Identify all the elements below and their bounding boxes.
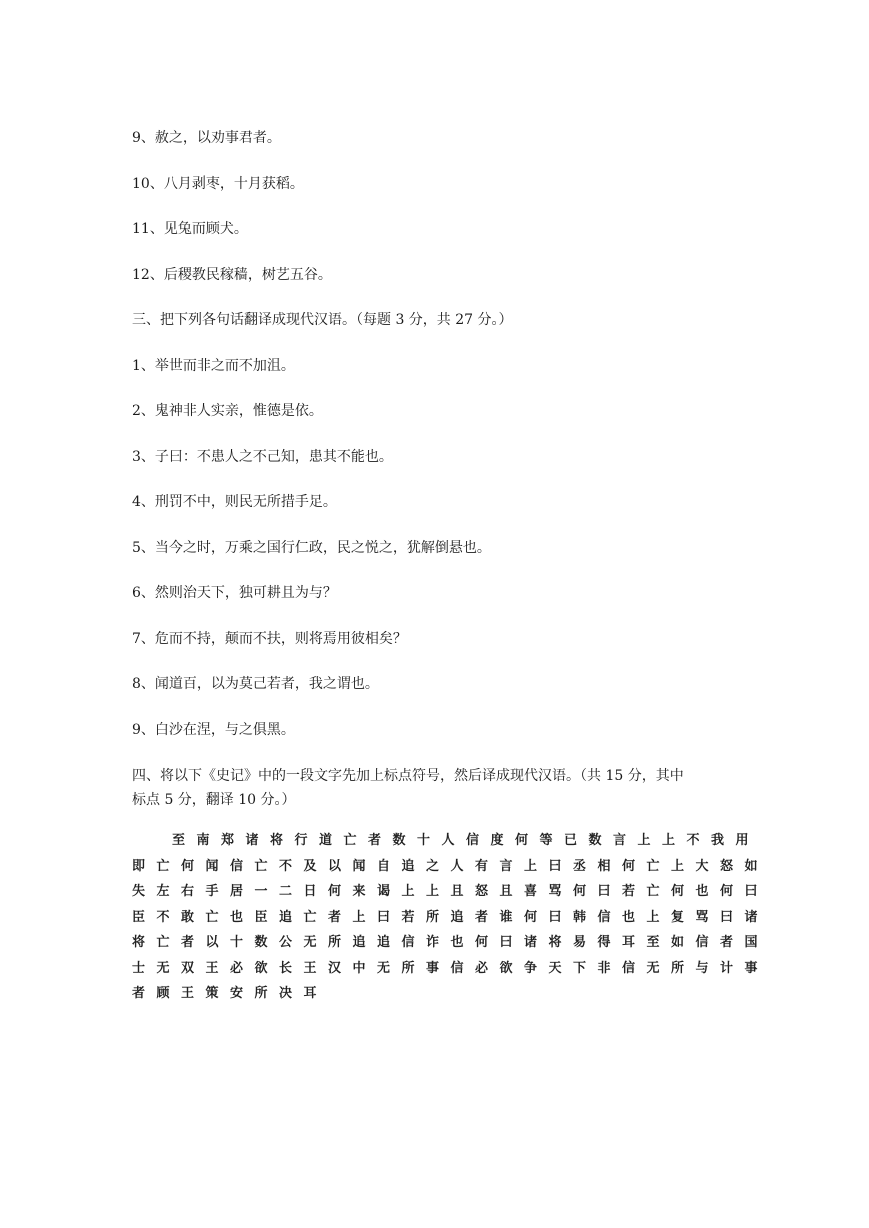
passage-char: 无: [377, 960, 391, 976]
passage-row: [132, 828, 749, 854]
passage-char: 复: [671, 909, 685, 925]
passage-char: 数: [588, 833, 602, 848]
passage-char: 易: [573, 935, 587, 950]
passage-row-text: [132, 859, 769, 874]
passage-char: 曰: [377, 909, 391, 925]
passage-char: 所: [328, 935, 342, 950]
passage-char: 丞: [573, 858, 587, 874]
passage-row-text: [172, 833, 760, 848]
passage-char: 信: [450, 960, 464, 976]
passage-char: 居: [230, 884, 244, 899]
passage-char: 非: [597, 960, 611, 976]
passage-char: 十: [417, 833, 431, 848]
passage-char: 不: [156, 909, 170, 925]
passage-char: 亡: [343, 833, 357, 848]
question-item: 8、闻道百，以为莫己若者，我之谓也。: [132, 676, 379, 692]
passage-char: 下: [573, 960, 587, 976]
passage-char: 来: [352, 884, 366, 899]
passage-char: 必: [475, 960, 489, 976]
passage-char: 以: [328, 858, 342, 874]
passage-char: 所: [254, 986, 268, 1001]
passage-char: 与: [695, 960, 709, 976]
passage-char: 信: [695, 935, 709, 950]
passage-char: 曰: [548, 858, 562, 874]
question-item: 6、然则治天下，独可耕且为与？: [132, 585, 337, 601]
passage-char: 顾: [156, 986, 170, 1001]
question-item: 9、赦之，以劝事君者。: [132, 130, 281, 146]
passage-char: 度: [490, 833, 504, 848]
passage-char: 也: [230, 909, 244, 925]
passage-char: 欲: [254, 960, 268, 976]
passage-char: 信: [622, 960, 636, 976]
passage-char: 中: [352, 960, 366, 976]
passage-char: 右: [181, 884, 195, 899]
passage-char: 者: [132, 986, 146, 1001]
passage-char: 自: [377, 858, 391, 874]
passage-char: 长: [279, 960, 293, 976]
passage-char: 及: [303, 858, 317, 874]
passage-row-text: [132, 884, 769, 899]
passage-row: [132, 905, 758, 931]
passage-char: 上: [662, 833, 676, 848]
passage-char: 信: [597, 909, 611, 925]
passage-char: 者: [720, 935, 734, 950]
passage-char: 士: [132, 960, 146, 976]
passage-char: 不: [279, 858, 293, 874]
passage-char: 骂: [695, 909, 709, 925]
passage-char: 上: [524, 858, 538, 874]
passage-char: 也: [695, 884, 709, 899]
question-item: 1、举世而非之而不加沮。: [132, 358, 295, 374]
passage-char: 臣: [254, 909, 268, 925]
section-heading: 四、将以下《史记》中的一段文字先加上标点符号，然后译成现代汉语。（共 15 分，其中: [132, 768, 684, 784]
passage-char: 者: [475, 909, 489, 925]
passage-char: 信: [230, 858, 244, 874]
passage-char: 言: [499, 858, 513, 874]
question-item: 9、白沙在涅，与之俱黑。: [132, 722, 295, 738]
passage-char: 数: [392, 833, 406, 848]
passage-char: 计: [720, 960, 734, 976]
passage-char: 安: [230, 986, 244, 1001]
passage-row: [132, 879, 758, 905]
passage-char: 如: [671, 935, 685, 950]
passage-char: 行: [294, 833, 308, 848]
passage-char: 决: [279, 986, 293, 1001]
passage-char: 何: [515, 833, 529, 848]
passage-char: 诈: [426, 935, 440, 950]
passage-char: 二: [279, 884, 293, 899]
passage-char: 失: [132, 884, 146, 899]
passage-char: 亡: [156, 935, 170, 950]
passage-char: 追: [352, 935, 366, 950]
passage-char: 信: [401, 935, 415, 950]
passage-char: 亡: [205, 909, 219, 925]
passage-char: 大: [695, 858, 709, 874]
passage-char: 欲: [499, 960, 513, 976]
passage-char: 何: [524, 909, 538, 925]
passage-row: [132, 854, 758, 880]
passage-char: 上: [637, 833, 651, 848]
passage-char: 喜: [524, 884, 538, 899]
passage-char: 者: [368, 833, 382, 848]
passage-char: 亡: [254, 858, 268, 874]
passage-char: 所: [401, 960, 415, 976]
passage-char: 无: [303, 935, 317, 950]
passage-char: 争: [524, 960, 538, 976]
passage-char: 之: [426, 858, 440, 874]
question-item: 4、刑罚不中，则民无所措手足。: [132, 494, 337, 510]
question-item: 10、八月剥枣，十月获稻。: [132, 176, 304, 192]
passage-char: 诸: [524, 935, 538, 950]
passage-char: 追: [401, 858, 415, 874]
passage-char: 无: [646, 960, 660, 976]
passage-char: 无: [156, 960, 170, 976]
passage-char: 以: [205, 935, 219, 950]
passage-char: 谁: [499, 909, 513, 925]
passage-char: 事: [426, 960, 440, 976]
passage-char: 不: [686, 833, 700, 848]
passage-char: 策: [205, 986, 219, 1001]
passage-char: 上: [426, 884, 440, 899]
passage-char: 也: [622, 909, 636, 925]
passage-char: 王: [303, 960, 317, 976]
passage-char: 何: [475, 935, 489, 950]
passage-row-text: [132, 935, 769, 950]
passage-row: [132, 956, 758, 982]
passage-char: 曰: [597, 884, 611, 899]
passage-char: 上: [671, 858, 685, 874]
passage-char: 追: [450, 909, 464, 925]
passage-char: 人: [441, 833, 455, 848]
passage-char: 双: [181, 960, 195, 976]
passage-char: 至: [172, 833, 186, 848]
passage-char: 相: [597, 858, 611, 874]
passage-char: 耳: [303, 986, 317, 1001]
passage-char: 天: [548, 960, 562, 976]
passage-char: 何: [622, 858, 636, 874]
passage-char: 骂: [548, 884, 562, 899]
passage-char: 我: [711, 833, 725, 848]
passage-char: 将: [548, 935, 562, 950]
passage-char: 何: [671, 884, 685, 899]
question-item: 5、当今之时，万乘之国行仁政，民之悦之，犹解倒悬也。: [132, 540, 491, 556]
passage-row-text: [132, 910, 769, 925]
passage-char: 怒: [475, 884, 489, 899]
passage-char: 谒: [377, 884, 391, 899]
passage-char: 诸: [245, 833, 259, 848]
section-heading: 三、把下列各句话翻译成现代汉语。（每题 3 分，共 27 分。）: [132, 312, 513, 328]
passage-char: 道: [319, 833, 333, 848]
passage-char: 必: [230, 960, 244, 976]
passage-char: 曰: [720, 909, 734, 925]
passage-char: 一: [254, 884, 268, 899]
passage-char: 何: [720, 884, 734, 899]
passage-char: 闻: [352, 858, 366, 874]
passage-char: 亡: [303, 909, 317, 925]
passage-char: 曰: [548, 909, 562, 925]
passage-char: 如: [744, 858, 758, 874]
passage-char: 手: [205, 884, 219, 899]
passage-char: 日: [303, 884, 317, 899]
question-item: 3、子曰：不患人之不己知，患其不能也。: [132, 449, 393, 465]
question-item: 12、后稷教民稼穑，树艺五谷。: [132, 267, 332, 283]
passage-char: 且: [499, 884, 513, 899]
passage-char: 数: [254, 935, 268, 950]
passage-char: 左: [156, 884, 170, 899]
passage-char: 所: [671, 960, 685, 976]
passage-char: 追: [377, 935, 391, 950]
passage-row-text: [132, 961, 769, 976]
passage-char: 郑: [221, 833, 235, 848]
passage-row-text: [132, 986, 328, 1001]
passage-char: 怒: [720, 858, 734, 874]
passage-char: 人: [450, 858, 464, 874]
passage-char: 王: [205, 960, 219, 976]
passage-char: 汉: [328, 960, 342, 976]
passage-char: 得: [597, 935, 611, 950]
passage-row: [132, 981, 652, 1007]
passage-row: [132, 930, 758, 956]
passage-char: 将: [270, 833, 284, 848]
passage-char: 臣: [132, 909, 146, 925]
passage-char: 诸: [744, 909, 758, 925]
passage-char: 信: [466, 833, 480, 848]
passage-char: 事: [744, 960, 758, 976]
passage-char: 有: [475, 858, 489, 874]
passage-char: 曰: [499, 935, 513, 950]
passage-char: 何: [573, 884, 587, 899]
classical-passage: [132, 828, 758, 1007]
passage-char: 且: [450, 884, 464, 899]
passage-char: 曰: [744, 884, 758, 899]
question-item: 7、危而不持，颠而不扶，则将焉用彼相矣？: [132, 631, 407, 647]
passage-char: 上: [401, 884, 415, 899]
passage-char: 韩: [573, 909, 587, 925]
passage-char: 闻: [205, 858, 219, 874]
passage-char: 上: [352, 909, 366, 925]
passage-char: 国: [744, 935, 758, 950]
passage-char: 王: [181, 986, 195, 1001]
passage-char: 者: [181, 935, 195, 950]
passage-char: 若: [401, 909, 415, 925]
passage-char: 十: [230, 935, 244, 950]
passage-char: 何: [181, 858, 195, 874]
passage-char: 将: [132, 935, 146, 950]
passage-char: 追: [279, 909, 293, 925]
passage-char: 上: [646, 909, 660, 925]
passage-char: 用: [735, 833, 749, 848]
passage-char: 亡: [156, 858, 170, 874]
passage-char: 也: [450, 935, 464, 950]
passage-char: 亡: [646, 884, 660, 899]
section-heading-continued: 标点 5 分，翻译 10 分。）: [132, 792, 296, 808]
question-item: 11、见兔而顾犬。: [132, 221, 248, 237]
passage-char: 言: [613, 833, 627, 848]
passage-char: 已: [564, 833, 578, 848]
passage-char: 至: [646, 935, 660, 950]
passage-char: 若: [622, 884, 636, 899]
passage-char: 亡: [646, 858, 660, 874]
passage-char: 等: [539, 833, 553, 848]
passage-char: 者: [328, 909, 342, 925]
passage-char: 所: [426, 909, 440, 925]
passage-char: 即: [132, 858, 146, 874]
passage-char: 敢: [181, 909, 195, 925]
passage-char: 公: [279, 935, 293, 950]
question-item: 2、鬼神非人实亲，惟德是依。: [132, 403, 323, 419]
passage-char: 南: [196, 833, 210, 848]
passage-char: 何: [328, 884, 342, 899]
passage-char: 耳: [622, 935, 636, 950]
